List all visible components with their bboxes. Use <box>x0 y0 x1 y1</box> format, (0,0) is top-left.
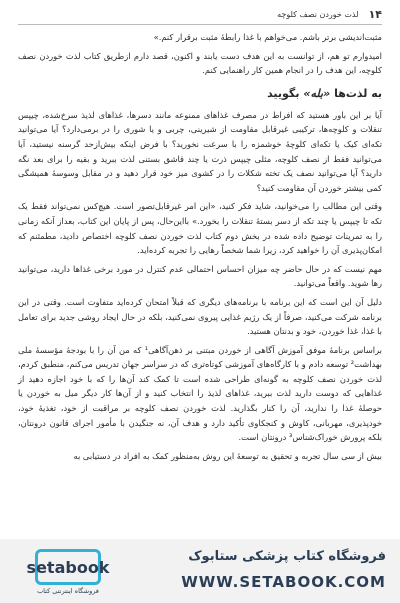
body-paragraph-6: بیش از سی سال تجربه و تحقیق به توسعهٔ این روش به‌منظور کمک به افراد در دستیابی به <box>73 450 382 461</box>
logo-mark: setabook <box>35 549 101 585</box>
body-paragraph-5: براساس برنامهٔ موفق آموزش آگاهی از خوردن مبتنی بر ذهن‌آگاهی¹ که من آن را با بودجهٔ مؤسسهٔ ملی بهداشت² توسعه دادم و با کارگاه‌های آموزشی کوتاه‌تری که در سراسر جهان تدریس می‌کنم، منطبق کردم، لذت خوردن نصف کلوچه به گونه‌ای طراحی شده است تا کمک کند آن‌ها را که با خود اجازه دهید از غذاهایی که دوست دارید لذت ببرید، غذاهای لذیذ را انتخاب کنید و از آن‌ها کار دیگر میل به خوردن یا حوصلهٔ غذا را ندارید، آن را کنار بگذارید. لذت خوردن نصف کلوچه بر مراقبت از خود، تغذیهٔ خود، خودپذیری، مهربانی، کاوش و کنجکاوی تأکید دارد و هدف آن، نه جنگیدن با مأمور اجرای قانون درونتان، بلکه پرورش خوراک‌شناس³ درونتان است. <box>18 344 382 443</box>
footer-banner <box>0 539 400 603</box>
page-body <box>18 30 382 467</box>
section-heading <box>18 86 382 102</box>
body-paragraph-4: دلیل آن این است که این برنامه با برنامه‌های دیگری که قبلاً امتحان کرده‌اید متفاوت است. وقتی در این برنامه شرکت می‌کنید، صرفاً از یک رژیم غذایی پیروی نمی‌کنید، بلکه در حال ایجاد روشی جدید برای تعامل با غذا، غذا خوردن، خود و بدنتان هستید. <box>18 296 382 337</box>
store-name: فروشگاه کتاب پزشکی ستابوک <box>188 549 386 564</box>
body-paragraph-3: مهم نیست که در حال حاضر چه میزان احساس احتمالی عدم کنترل در مورد برخی غذاها دارید، می‌توانید رها شوید. واقعاً می‌توانید. <box>18 263 382 289</box>
page-header <box>18 6 382 22</box>
body-paragraph-1: آیا بر این باور هستید که افراط در مصرف غذاهای ممنوعه مانند دسرها، غذاهای لذیذ سرخ‌شده، چیپس تنقلات و کلوچه‌ها، ترکیبی غیرقابل مقاومت از شیرینی، چربی و یا شوری را در برمی‌دارد؟ آیا می‌توانید تکه‌ای کیک یا تکه‌ای کلوچهٔ خوشمزه را با سرعت نخورید؟ با فرض اینکه بیش‌ازحد گرسنه نیستید، آیا می‌توانید فقط از نصف کلوچه، مثلی چیپس ذرت یا چند قاشق بستنی لذت ببرید و بقیه را برای بعد نگه دارید؟ آیا می‌توانید نصف یک تخته شکلات را در کشوی میز خود قرار دهید و در مقابل وسوسهٔ همیشگی کمی بیشتر خوردن آن مقاومت کنید؟ <box>18 109 382 193</box>
body-paragraph-2: وقتی این مطالب را می‌خوانید، شاید فکر کنید، «این امر غیرقابل‌تصور است. هیچ‌کس نمی‌تواند فقط یک تکه تا چیپس یا چند تکه از دسر بستهٔ تنقلات را بخورد.» بااین‌حال، پس از پایان این کتاب، بعداز آنکه زمانی را به تمرینات توضیح داده شده در بخش دوم کتاب لذت خوردن نصف کلوچه اختصاص دادید، مطمئنم که امکان‌پذیری آن را خواهید کرد، زیرا شما شخصاً رهایی را تجربه کرده‌اید. <box>18 201 382 256</box>
section-heading-prefix: به لذت‌ها <box>334 86 382 100</box>
intro-paragraph-2: امیدوارم تو هم، از توانست به این هدف دست یابند و اکنون، قصد دارم ازطریق کتاب لذت خوردن نصف کلوچه، این هدف را در انجام همین کار راهنمایی کنم. <box>18 50 382 76</box>
logo-subtitle: فروشگاه اینترنتی کتاب <box>37 587 99 595</box>
section-heading-suffix: بگویید <box>267 86 300 100</box>
section-heading-quoted: «بله» <box>303 86 331 100</box>
store-url-link[interactable]: WWW.SETABOOK.COM <box>181 573 386 591</box>
running-title: لذت خوردن نصف کلوچه <box>277 9 359 19</box>
page-number: ۱۴ <box>368 7 382 21</box>
intro-paragraph-1: مثبت‌اندیشی برتر باشم. می‌خواهم با غذا رابطهٔ مثبت برقرار کنم.» <box>153 32 382 42</box>
setabook-logo <box>8 549 128 597</box>
header-divider <box>18 24 382 25</box>
